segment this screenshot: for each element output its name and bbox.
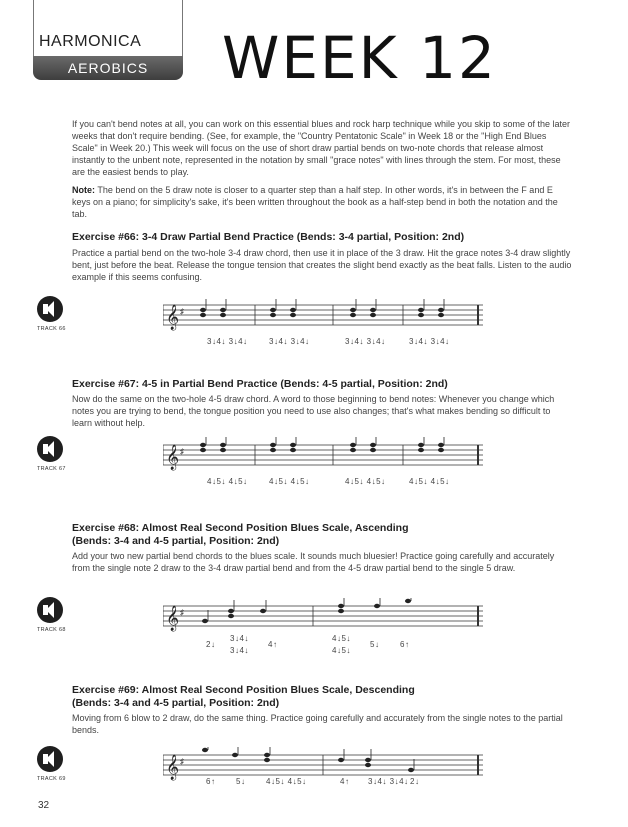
exercise-67-title: Exercise #67: 4-5 in Partial Bend Practice (Bends: 4-5 partial, Position: 2nd) bbox=[72, 378, 448, 390]
audio-track-68[interactable] bbox=[37, 597, 67, 641]
page-title: WEEK 12 bbox=[222, 24, 497, 92]
exercise-69-subtitle: (Bends: 3-4 and 4-5 partial, Position: 2nd) bbox=[72, 697, 280, 709]
badge-title: HARMONICA bbox=[39, 33, 142, 50]
exercise-68-subtitle: (Bends: 3-4 and 4-5 partial, Position: 2nd) bbox=[72, 535, 280, 547]
tab-exercise-66: 3↓4↓ 3↓4↓ 3↓4↓ 3↓4↓ 3↓4↓ 3↓4↓ 3↓4↓ 3↓4↓ bbox=[207, 337, 450, 346]
exercise-69-text: Moving from 6 blow to 2 draw, do the same thing. Practice going carefully and accurately from the single notes to the partial bends. bbox=[72, 713, 563, 735]
audio-track-66[interactable] bbox=[37, 296, 67, 340]
exercise-68-title: Exercise #68: Almost Real Second Position Blues Scale, Ascending bbox=[72, 522, 409, 534]
svg-text:♯: ♯ bbox=[180, 608, 184, 617]
svg-text:♯: ♯ bbox=[180, 447, 184, 456]
badge-subtitle: AEROBICS bbox=[33, 56, 183, 80]
svg-text:𝄞: 𝄞 bbox=[166, 606, 180, 631]
exercise-67-text: Now do the same on the two-hole 4-5 draw chord. A word to those beginning to bend notes: Whenever you change which notes you are trying to bend, the tongue position you need to use also changes; that's what makes bending so difficult to learn without help. bbox=[72, 394, 555, 428]
exercise-66-text: Practice a partial bend on the two-hole 3-4 draw chord, then use it in place of the 3 draw. Hit the grace notes 3-4 draw slightly bent, just before the beat. Release the tongue tension that creates the slight bend exactly as the beat falls. Listen to the audio example if this seems confusing. bbox=[72, 248, 572, 282]
tab-exercise-67: 4↓5↓ 4↓5↓ 4↓5↓ 4↓5↓ 4↓5↓ 4↓5↓ 4↓5↓ 4↓5↓ bbox=[207, 477, 450, 486]
exercise-66-title: Exercise #66: 3-4 Draw Partial Bend Practice (Bends: 3-4 partial, Position: 2nd) bbox=[72, 231, 465, 243]
note-paragraph bbox=[72, 184, 572, 220]
speaker-icon bbox=[37, 436, 63, 462]
svg-text:♯: ♯ bbox=[180, 757, 184, 766]
tab-exercise-69: 6↑ 5↓ 4↓5↓ 4↓5↓ 4↑ 3↓4↓ 3↓4↓2↓ bbox=[206, 777, 420, 786]
track-label: TRACK 68 bbox=[37, 627, 66, 633]
speaker-icon bbox=[37, 597, 63, 623]
section-badge bbox=[33, 0, 183, 82]
note-label: Note: bbox=[72, 185, 95, 195]
note-text: The bend on the 5 draw note is closer to a quarter step than a half step. In other words, it's in between the F and E keys on a piano; for simplicity's sake, it's been written throughout the book as a half-step bend in both the notation and the tab. bbox=[72, 185, 558, 219]
svg-text:♯: ♯ bbox=[180, 307, 184, 316]
exercise-68-text: Add your two new partial bend chords to the blues scale. It sounds much bluesier! Practice going carefully and accurately from the single note 2 draw to the 3-4 draw partial bend and from the 4-5 draw partial bend to the single 5 draw. bbox=[72, 551, 555, 573]
track-label: TRACK 66 bbox=[37, 326, 66, 332]
intro-paragraph: If you can't bend notes at all, you can work on this essential blues and rock harp technique while you skip to some of the later weeks that don't require bending. (See, for example, the "Country Pentatonic Scale" in Week 18 or the "High End Blues Scale" in Week 20.) This week will focus on the use of short draw partial bends on two-note chords that release almost instantly to the unbent note, represented in the notation by small "grace notes" with lines through the stem. For most, these are the easiest bends to play. bbox=[72, 119, 571, 177]
audio-track-69[interactable] bbox=[37, 746, 67, 790]
staff-exercise-66 bbox=[163, 297, 483, 357]
svg-text:𝄞: 𝄞 bbox=[166, 305, 180, 330]
tab-exercise-68: 2↓3↓4↓ 3↓4↓4↑4↓5↓ 4↓5↓5↓ 6↑ bbox=[206, 634, 410, 655]
exercise-69-title: Exercise #69: Almost Real Second Position Blues Scale, Descending bbox=[72, 684, 415, 696]
page-number: 32 bbox=[38, 800, 50, 811]
track-label: TRACK 69 bbox=[37, 776, 66, 782]
svg-text:𝄞: 𝄞 bbox=[166, 755, 180, 780]
track-label: TRACK 67 bbox=[37, 466, 66, 472]
speaker-icon bbox=[37, 746, 63, 772]
speaker-icon bbox=[37, 296, 63, 322]
svg-text:𝄞: 𝄞 bbox=[166, 445, 180, 470]
staff-exercise-67 bbox=[163, 437, 483, 497]
audio-track-67[interactable] bbox=[37, 436, 67, 480]
